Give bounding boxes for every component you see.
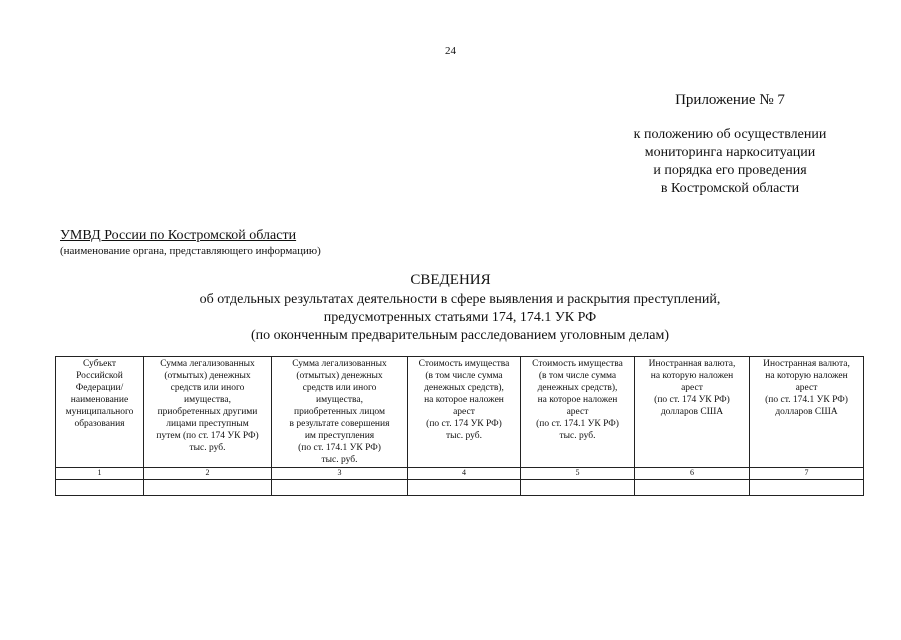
table-header-line: тыс. руб. bbox=[189, 443, 226, 453]
table-header-line: Субъект bbox=[82, 359, 117, 369]
table-header-cell bbox=[635, 357, 750, 468]
table-column-number: 3 bbox=[272, 468, 408, 480]
document-subheading-line: (по оконченным предварительным расследованием уголовным делам) bbox=[250, 328, 670, 343]
table-header-line: денежных средств), bbox=[424, 383, 504, 393]
table-header-line: муниципального bbox=[65, 407, 134, 417]
table-column-number: 1 bbox=[56, 468, 144, 480]
appendix-subtitle-line: в Костромской области bbox=[660, 181, 800, 196]
data-table bbox=[55, 356, 864, 496]
table-header-line: Сумма легализованных bbox=[160, 359, 255, 369]
table-header-line: тыс. руб. bbox=[446, 431, 482, 441]
table-cell bbox=[272, 480, 408, 496]
table-cell bbox=[144, 480, 272, 496]
table-cell bbox=[56, 480, 144, 496]
table-header-line: путем (по ст. 174 УК РФ) bbox=[156, 431, 259, 441]
table-header-row bbox=[56, 357, 864, 468]
table-cell bbox=[408, 480, 521, 496]
appendix-subtitle bbox=[560, 126, 900, 198]
table-cell bbox=[521, 480, 635, 496]
appendix-subtitle-line: и порядка его проведения bbox=[653, 163, 807, 178]
table-header-line: денежных средств), bbox=[537, 383, 618, 393]
table-header-line: на которую наложен bbox=[765, 371, 848, 381]
table-header-line: тыс. руб. bbox=[559, 431, 596, 441]
table-header-line: долларов США bbox=[660, 407, 724, 417]
table-header-line: арест bbox=[453, 407, 475, 417]
appendix-subtitle-line: мониторинга наркоситуации bbox=[644, 145, 816, 160]
table-row bbox=[56, 480, 864, 496]
table-header-line: приобретенных лицом bbox=[293, 407, 385, 417]
table-header-line: в результате совершения bbox=[289, 419, 390, 429]
table-column-number-row bbox=[56, 468, 864, 480]
table-header-line: им преступления bbox=[304, 431, 375, 441]
table-column-number: 2 bbox=[144, 468, 272, 480]
table-column-number: 5 bbox=[521, 468, 635, 480]
table-cell bbox=[750, 480, 864, 496]
table-header-line: арест bbox=[681, 383, 703, 393]
table-header-line: Российской bbox=[76, 371, 123, 381]
table-header-line: наименование bbox=[70, 395, 129, 405]
table-header-line: имущества, bbox=[184, 395, 231, 405]
table-column-number: 6 bbox=[635, 468, 750, 480]
table-header-line: Федерации/ bbox=[75, 383, 124, 393]
appendix-title: Приложение № 7 bbox=[675, 92, 785, 108]
table-header-line: на которое наложен bbox=[537, 395, 618, 405]
table-header-line: образования bbox=[74, 419, 125, 429]
table-header-cell bbox=[750, 357, 864, 468]
appendix-subtitle-line: к положению об осуществлении bbox=[633, 127, 827, 142]
table-header-line: (по ст. 174 УК РФ) bbox=[426, 419, 502, 429]
table-header-line: Стоимость имущества bbox=[418, 359, 510, 369]
document-subheading-line: предусмотренных статьями 174, 174.1 УК РФ bbox=[323, 310, 597, 325]
table-column-number: 4 bbox=[408, 468, 521, 480]
table-header-line: арест bbox=[795, 383, 818, 393]
table-header-line: на которую наложен bbox=[650, 371, 734, 381]
table-header-line: средств или иного bbox=[170, 383, 245, 393]
organization-hint: (наименование органа, представляющего информацию) bbox=[60, 245, 321, 257]
table-header-cell bbox=[144, 357, 272, 468]
table-header-line: лицами преступным bbox=[166, 419, 249, 429]
table-header-line: Иностранная валюта, bbox=[648, 359, 736, 369]
table-header-line: на которое наложен bbox=[424, 395, 504, 405]
table-header-line: приобретенных другими bbox=[157, 407, 258, 417]
table-header-line: (в том числе сумма bbox=[538, 371, 617, 381]
table-header-cell bbox=[56, 357, 144, 468]
document-heading: СВЕДЕНИЯ bbox=[410, 272, 491, 288]
table-header-line: (по ст. 174 УК РФ) bbox=[654, 395, 730, 405]
table-header-line: тыс. руб. bbox=[321, 455, 358, 465]
table-header-line: долларов США bbox=[775, 407, 838, 417]
page-number: 24 bbox=[445, 45, 456, 57]
table-header-cell bbox=[272, 357, 408, 468]
table-header-cell bbox=[408, 357, 521, 468]
table-column-number: 7 bbox=[750, 468, 864, 480]
organization-name: УМВД России по Костромской области bbox=[60, 228, 297, 243]
document-subheading bbox=[110, 291, 810, 345]
table-header-line: (отмытых) денежных bbox=[164, 371, 251, 381]
table-header-line: имущества, bbox=[316, 395, 363, 405]
table-header-line: (по ст. 174.1 УК РФ) bbox=[765, 395, 848, 405]
table-header-line: (в том числе сумма bbox=[425, 371, 503, 381]
table-header-line: (по ст. 174.1 УК РФ) bbox=[298, 443, 381, 453]
table-cell bbox=[635, 480, 750, 496]
table-header-line: (отмытых) денежных bbox=[296, 371, 383, 381]
table-header-line: средств или иного bbox=[302, 383, 377, 393]
document-subheading-line: об отдельных результатах деятельности в сфере выявления и раскрытия преступлений, bbox=[199, 292, 721, 307]
table-header-cell bbox=[521, 357, 635, 468]
table-header-line: Стоимость имущества bbox=[532, 359, 623, 369]
table-header-line: Иностранная валюта, bbox=[763, 359, 850, 369]
table-header-line: арест bbox=[566, 407, 589, 417]
table-header-line: Сумма легализованных bbox=[292, 359, 387, 369]
table-header-line: (по ст. 174.1 УК РФ) bbox=[536, 419, 619, 429]
